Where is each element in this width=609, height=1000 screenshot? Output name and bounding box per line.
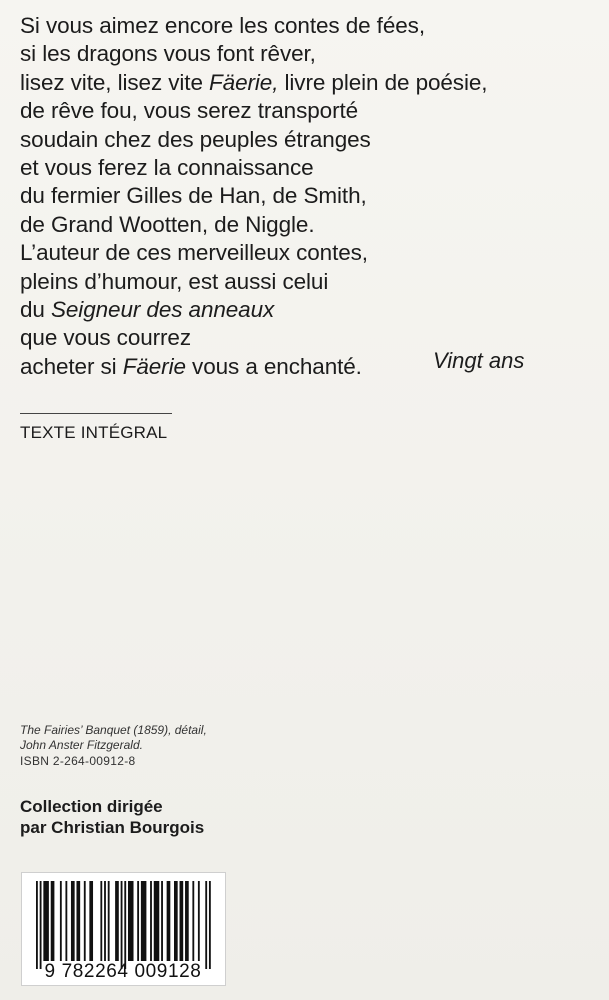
barcode-bar [76, 881, 80, 961]
blurb-line [20, 211, 580, 239]
blurb-text: de Grand Wootten, de Niggle. [20, 211, 315, 237]
barcode-bar [89, 881, 93, 961]
barcode-bar [209, 881, 211, 969]
blurb-line [20, 182, 580, 210]
barcode-bar [198, 881, 200, 961]
blurb-text: et vous ferez la connaissance [20, 155, 314, 181]
blurb-line [20, 239, 580, 267]
barcode-bar [180, 881, 184, 961]
blurb-line [20, 296, 580, 324]
cover-illustration-credit [20, 723, 207, 753]
blurb-italic-title: Seigneur des anneaux [50, 297, 275, 323]
blurb-line [20, 268, 580, 296]
blurb-text: si les dragons vous font rêver, [20, 41, 316, 67]
credit-line-2: John Anster Fitzgerald. [20, 738, 143, 752]
barcode-digits: 9 782264 009128 [44, 961, 202, 982]
blurb-text: de rêve fou, vous serez transporté [20, 98, 359, 124]
blurb-text: que vous courrez [20, 325, 191, 351]
texte-integral-label: TEXTE INTÉGRAL [20, 423, 168, 442]
barcode-bar [84, 881, 86, 961]
barcode-bar [141, 881, 147, 961]
barcode-bar [161, 881, 163, 961]
blurb-line [20, 154, 580, 182]
blurb-line [20, 12, 580, 40]
barcode-bar [104, 881, 106, 961]
barcode-bar [205, 881, 207, 969]
barcode-bar [100, 881, 102, 961]
collection-line-1: Collection dirigée [20, 797, 163, 816]
blurb-line [20, 69, 580, 97]
barcode-bar [174, 881, 178, 961]
barcode-bar [137, 881, 139, 961]
blurb-text: du [20, 297, 51, 323]
blurb-text: vous a enchanté. [185, 353, 362, 379]
barcode-bar [154, 881, 160, 961]
barcode-bar [43, 881, 49, 961]
blurb-italic-title: Fäerie, [209, 69, 279, 95]
barcode-bar [150, 881, 152, 961]
barcode-bar [40, 881, 42, 969]
barcode-bar [192, 881, 194, 961]
barcode-bar [60, 881, 62, 961]
barcode-bar [108, 881, 110, 961]
barcode-bar [185, 881, 189, 961]
blurb-text: acheter si [20, 353, 123, 379]
barcode-bar [167, 881, 171, 961]
barcode-bar [71, 881, 75, 961]
blurb-text: Si vous aimez encore les contes de fées, [20, 13, 425, 38]
credit-line-1: The Fairies’ Banquet (1859), détail, [20, 723, 207, 737]
barcode-bar [128, 881, 134, 961]
divider-rule [20, 413, 172, 414]
barcode [21, 872, 226, 986]
blurb-line [20, 126, 580, 154]
barcode-bar [51, 881, 55, 961]
blurb-text: soudain chez des peuples étranges [20, 126, 371, 152]
isbn-number: ISBN 2-264-00912-8 [20, 754, 136, 768]
barcode-bar [124, 881, 126, 969]
barcode-bar [115, 881, 119, 961]
collection-line-2: par Christian Bourgois [20, 818, 205, 837]
blurb-italic-title: Fäerie [122, 353, 186, 379]
barcode-bar [65, 881, 67, 961]
blurb-line [20, 40, 580, 68]
barcode-bar [121, 881, 123, 969]
blurb-signature: Vingt ans [433, 348, 525, 373]
blurb-line [20, 97, 580, 125]
barcode-bar [36, 881, 38, 969]
back-cover-blurb [20, 12, 580, 381]
collection-editor-note [20, 796, 204, 838]
blurb-text: livre plein de poésie, [278, 69, 488, 95]
blurb-text: pleins d’humour, est aussi celui [20, 268, 329, 294]
blurb-text: lisez vite, lisez vite [20, 69, 210, 95]
blurb-text: du fermier Gilles de Han, de Smith, [20, 183, 367, 209]
blurb-text: L’auteur de ces merveilleux contes, [20, 240, 368, 266]
